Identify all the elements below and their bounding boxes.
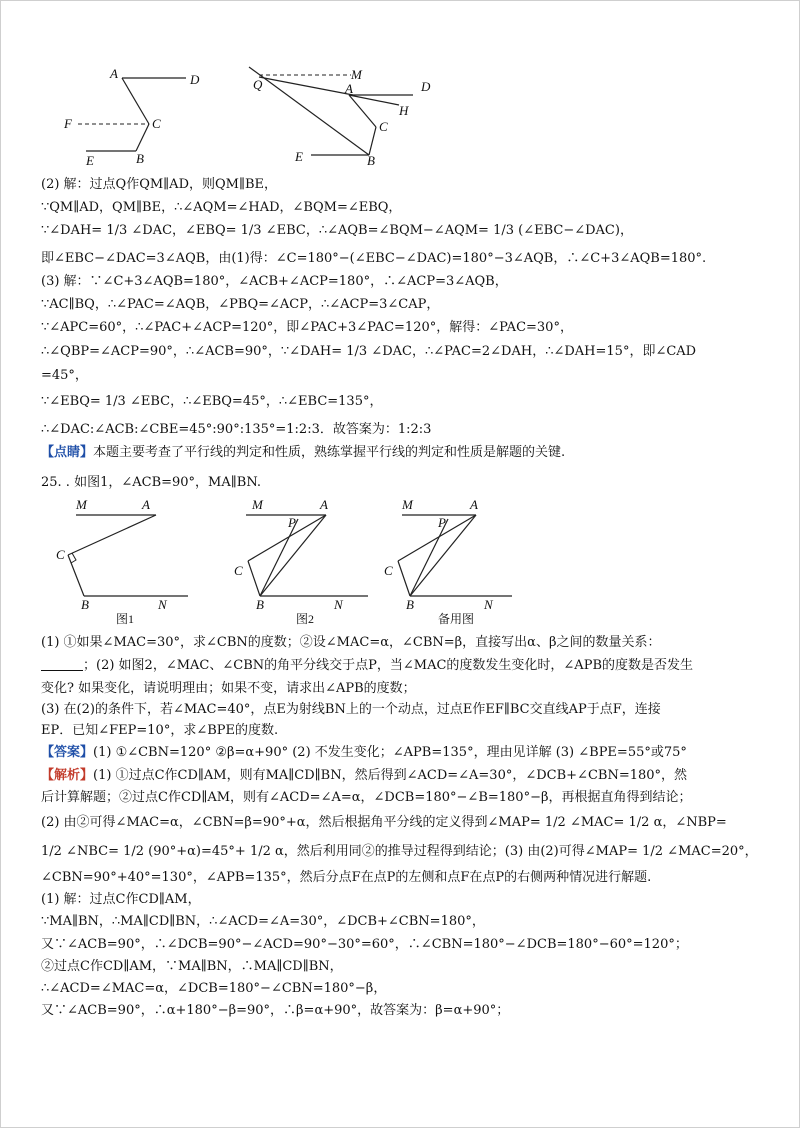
figure-1-caption: 图1	[116, 612, 135, 626]
answer-blank	[41, 658, 83, 671]
solution-line-3: ∵∠DAH= 1/3 ∠DAC，∠EBQ= 1/3 ∠EBC，∴∠AQB=∠BQM−∠AQM= 1/3 (∠EBC−∠DAC)，	[41, 223, 633, 238]
solution-line-7: ∵∠APC=60°，∴∠PAC+∠ACP=120°，即∠PAC+3∠PAC=120°，解得：∠PAC=30°，	[41, 320, 573, 335]
solution-line-2: ∵QM∥AD，QM∥BE，∴∠AQM=∠HAD，∠BQM=∠EBQ，	[41, 200, 402, 215]
label-A: A	[142, 497, 150, 512]
solution-line-4: 即∠EBC−∠DAC=3∠AQB，由(1)得：∠C=180°−(∠EBC−∠DAC)=180°−3∠AQB，∴∠C+3∠AQB=180°.	[41, 251, 707, 266]
label-Q: Q	[253, 77, 263, 92]
solution-b-line-2: ∵MA∥BN，∴MA∥CD∥BN，∴∠ACD=∠A=30°，∠DCB+∠CBN=180°，	[41, 914, 485, 929]
figure-top-right	[241, 59, 441, 169]
label-C: C	[56, 547, 65, 562]
label-D: D	[421, 79, 431, 94]
question-line-2	[41, 657, 693, 675]
answer-text: (1) ①∠CBN=120° ②β=α+90° (2) 不发生变化；∠APB=135°，理由见详解 (3) ∠BPE=55°或75°	[93, 745, 687, 760]
dianjing-line	[41, 444, 565, 462]
label-A: A	[470, 497, 478, 512]
solution-line-9: =45°，	[41, 368, 88, 383]
label-A: A	[320, 497, 328, 512]
solution-b-line-3: 又∵∠ACB=90°，∴∠DCB=90°−∠ACD=90°−30°=60°，∴∠CBN=180°−∠DCB=180°−60°=120°；	[41, 937, 688, 952]
analysis-tag: 【解析】	[41, 768, 94, 783]
label-B: B	[136, 151, 144, 166]
solution-line-8: ∴∠QBP=∠ACP=90°，∴∠ACB=90°，∵∠DAH= 1/3 ∠DAC，∴∠PAC=2∠DAH，∴∠DAH=15°，即∠CAD	[41, 344, 697, 359]
figure-3	[376, 493, 526, 628]
label-M: M	[76, 497, 87, 512]
label-C: C	[234, 563, 243, 578]
label-E: E	[295, 149, 303, 164]
figure-1	[46, 493, 196, 628]
solution-line-11: ∴∠DAC:∠ACB:∠CBE=45°:90°:135°=1:2:3．故答案为：1:2:3	[41, 422, 432, 437]
solution-b-line-4: ②过点C作CD∥AM，∵MA∥BN，∴MA∥CD∥BN，	[41, 959, 343, 974]
label-P: P	[438, 515, 446, 530]
label-N: N	[158, 597, 167, 612]
label-P: P	[288, 515, 296, 530]
analysis-line-2: 后计算解题；②过点C作CD∥AM，则有∠ACD=∠A=α，∠DCB=180°−∠B=180°−β，再根据直角得到结论；	[41, 790, 692, 805]
question-line-4: (3) 在(2)的条件下，若∠MAC=40°，点E为射线BN上的一个动点，过点E作EF∥BC交直线AP于点F，连接	[41, 702, 661, 717]
label-M: M	[252, 497, 263, 512]
solution-line-1: (2) 解：过点Q作QM∥AD，则QM∥BE，	[41, 177, 278, 192]
solution-b-line-1: (1) 解：过点C作CD∥AM，	[41, 892, 201, 907]
question-line-5: EP．已知∠FEP=10°，求∠BPE的度数.	[41, 723, 279, 738]
label-C: C	[379, 119, 388, 134]
answer-line	[41, 744, 687, 762]
question-line-2-text: ；(2) 如图2，∠MAC、∠CBN的角平分线交于点P，当∠MAC的度数发生变化时，∠APB的度数是否发生	[83, 658, 693, 673]
label-N: N	[484, 597, 493, 612]
label-M: M	[402, 497, 413, 512]
answer-tag: 【答案】	[41, 745, 94, 760]
label-M: M	[351, 67, 362, 82]
solution-line-5: (3) 解：∵∠C+3∠AQB=180°，∠ACB+∠ACP=180°，∴∠ACP=3∠AQB，	[41, 274, 508, 289]
label-A: A	[110, 66, 118, 81]
dianjing-tag: 【点睛】	[41, 445, 94, 460]
label-N: N	[334, 597, 343, 612]
solution-line-10: ∵∠EBQ= 1/3 ∠EBC，∴∠EBQ=45°，∴∠EBC=135°，	[41, 394, 383, 409]
analysis-line-3: (2) 由②可得∠MAC=α，∠CBN=β=90°+α，然后根据角平分线的定义得到∠MAP= 1/2 ∠MAC= 1/2 α，∠NBP=	[41, 815, 727, 830]
figure-2-caption: 图2	[296, 612, 315, 626]
label-B: B	[406, 597, 414, 612]
figure-2	[226, 493, 376, 628]
question-25-heading: 25. . 如图1，∠ACB=90°，MA∥BN.	[41, 475, 261, 490]
solution-line-6: ∵AC∥BQ，∴∠PAC=∠AQB，∠PBQ=∠ACP，∴∠ACP=3∠CAP，	[41, 297, 440, 312]
label-D: D	[190, 72, 200, 87]
label-B: B	[367, 153, 375, 168]
label-F: F	[64, 116, 72, 131]
analysis-line-5: ∠CBN=90°+40°=130°，∠APB=135°，然后分点F在点P的左侧和点F在点P的右侧两种情况进行解题.	[41, 870, 652, 885]
label-H: H	[399, 103, 409, 118]
solution-b-line-5: ∴∠ACD=∠MAC=α，∠DCB=180°−∠CBN=180°−β，	[41, 981, 387, 996]
figure-top-left	[56, 66, 216, 171]
figure-3-caption: 备用图	[438, 612, 475, 626]
question-line-3: 变化? 如果变化，请说明理由；如果不变，请求出∠APB的度数；	[41, 681, 416, 696]
analysis-line-1	[41, 767, 687, 785]
analysis-line-1-text: (1) ①过点C作CD∥AM，则有MA∥CD∥BN，然后得到∠ACD=∠A=30°，∠DCB+∠CBN=180°，然	[93, 768, 688, 783]
solution-b-line-6: 又∵∠ACB=90°，∴α+180°−β=90°，∴β=α+90°，故答案为：β=α+90°；	[41, 1003, 510, 1018]
label-A: A	[345, 81, 353, 96]
label-C: C	[152, 116, 161, 131]
analysis-line-4: 1/2 ∠NBC= 1/2 (90°+α)=45°+ 1/2 α，然后利用同②的推导过程得到结论；(3) 由(2)可得∠MAP= 1/2 ∠MAC=20°，	[41, 844, 758, 859]
dianjing-text: 本题主要考查了平行线的判定和性质，熟练掌握平行线的判定和性质是解题的关键.	[93, 445, 566, 460]
label-B: B	[256, 597, 264, 612]
label-E: E	[86, 153, 94, 168]
question-line-1: (1) ①如果∠MAC=30°，求∠CBN的度数；②设∠MAC=α，∠CBN=β，直接写出α、β之间的数量关系：	[41, 635, 661, 650]
label-B: B	[81, 597, 89, 612]
label-C: C	[384, 563, 393, 578]
